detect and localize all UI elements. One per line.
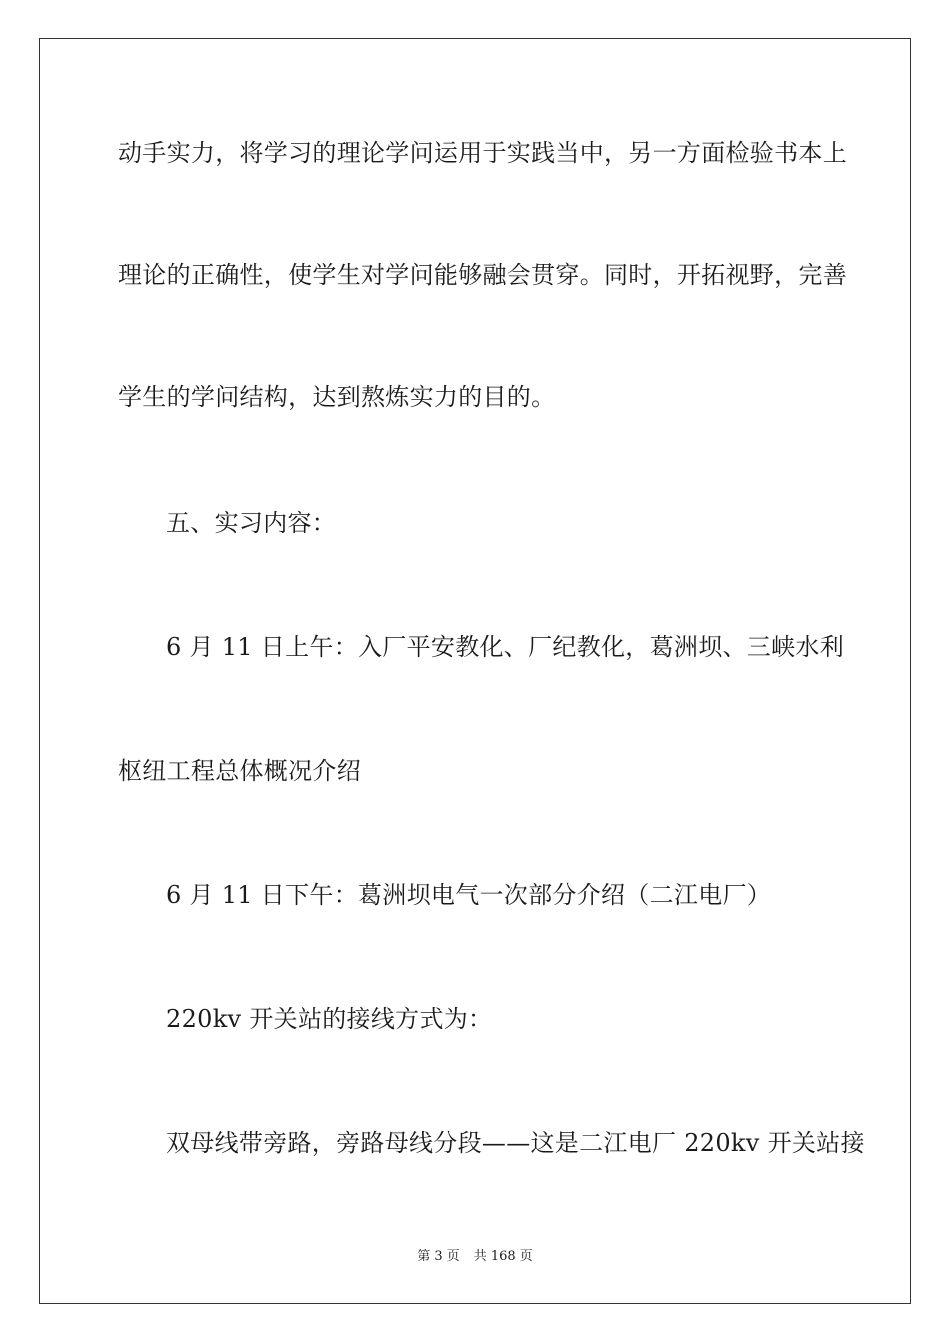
paragraph-line-1: 动手实力，将学习的理论学问运用于实践当中，另一方面检验书本上 [118,139,847,167]
page-total: 共 168 页 [473,1249,533,1264]
paragraph-line-3: 学生的学问结构，达到熬炼实力的目的。 [118,383,556,411]
paragraph-line-6: 枢纽工程总体概况介绍 [118,757,361,785]
paragraph-line-9: 双母线带旁路，旁路母线分段——这是二江电厂 220kv 开关站接 [166,1129,865,1157]
section-heading: 五、实习内容： [166,509,337,537]
paragraph-line-2: 理论的正确性，使学生对学问能够融会贯穿。同时，开拓视野，完善 [118,261,847,289]
page-frame [39,38,911,1304]
paragraph-line-8: 220kv 开关站的接线方式为： [166,1005,493,1033]
page-footer [0,1248,950,1266]
page-number: 第 3 页 [417,1249,460,1264]
paragraph-line-5: 6 月 11 日上午：入厂平安教化、厂纪教化，葛洲坝、三峡水利 [166,633,844,661]
paragraph-line-7: 6 月 11 日下午：葛洲坝电气一次部分介绍（二江电厂） [166,881,772,909]
